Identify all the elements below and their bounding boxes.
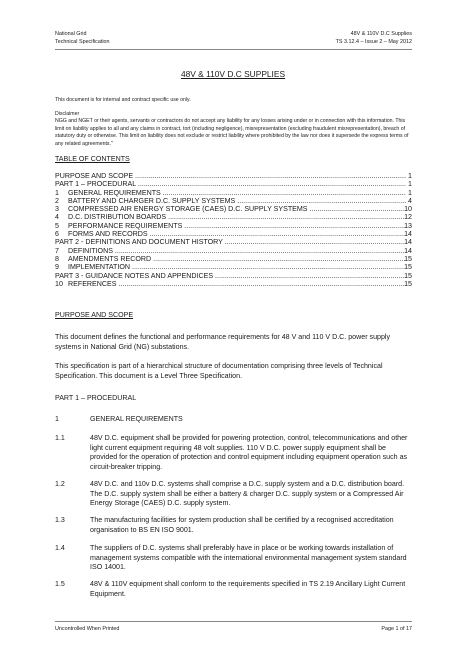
toc-entry-title: FORMS AND RECORDS ..... — [68, 230, 406, 238]
toc-entry-title: PART 3 - GUIDANCE NOTES AND APPENDICES ..... — [55, 272, 406, 280]
toc-entry[interactable] — [55, 180, 412, 188]
toc-entry[interactable] — [55, 172, 412, 180]
toc-entry-page: 10 — [404, 205, 412, 214]
disclaimer-text: NGG and NGET or their agents, servants or contractors do not accept any liability for any losses arising under or in connection with this information. This limit on liability applies to all and any claims in contract, tort (including negligence), misrepresentation (excluding fraudulent misrepresentation), breach of statutory duty or otherwise. This limit on liability does not exclude or restrict liability where prohibited by the law nor does it supersede the express terms of any related agreements." — [55, 118, 409, 147]
toc-entry[interactable] — [55, 213, 412, 221]
toc-entry[interactable] — [55, 280, 412, 288]
header-company: National Grid — [55, 31, 87, 37]
toc-entry-number: 3 — [55, 205, 59, 214]
clause-number: 1.4 — [55, 544, 65, 552]
toc-entry-title: GENERAL REQUIREMENTS ..... — [68, 189, 406, 197]
clause-text: 48V D.C. equipment shall be provided for powering protection, control, telecommunications and other light current equipment requiring 48 volt supplies. 110 V D.C. power supply equipment shall be provided for the operation of protection and control equipment including equipment operation such as circuit-breaker tripping. — [90, 434, 408, 471]
toc-entry-number: 6 — [55, 230, 59, 239]
toc-entry-title: D.C. DISTRIBUTION BOARDS ..... — [68, 213, 406, 221]
toc-entry-page: 13 — [404, 221, 412, 230]
document-title: 48V & 110V D.C SUPPLIES — [180, 69, 286, 79]
toc-heading: TABLE OF CONTENTS — [55, 155, 130, 163]
toc-entry-page: 12 — [404, 213, 412, 222]
part1-heading: PART 1 – PROCEDURAL — [55, 394, 137, 402]
toc-entry[interactable] — [55, 272, 412, 280]
toc-entry-number: 1 — [55, 188, 59, 197]
toc-entry-page: 4 — [408, 196, 412, 205]
clause-text: 48V & 110V equipment shall conform to the requirements specified in TS 2.19 Ancillary Light Current Equipment. — [90, 580, 406, 598]
toc-entry-title: PART 1 – PROCEDURAL ..... — [55, 180, 406, 188]
toc-entry-page: 15 — [404, 279, 412, 288]
toc-entry-title: BATTERY AND CHARGER D.C. SUPPLY SYSTEMS ..... — [68, 197, 406, 205]
section-title: GENERAL REQUIREMENTS — [90, 415, 183, 423]
footer-divider — [55, 621, 412, 622]
toc-entry-page: 1 — [408, 172, 412, 180]
toc-entry-page: 1 — [408, 188, 412, 197]
toc-entry[interactable] — [55, 222, 412, 230]
header-right — [336, 30, 412, 46]
toc-entry[interactable] — [55, 238, 412, 246]
purpose-heading: PURPOSE AND SCOPE — [55, 311, 134, 319]
toc-entry-title: PERFORMANCE REQUIREMENTS ..... — [68, 222, 406, 230]
toc-entry-number: 4 — [55, 213, 59, 222]
clause-number: 1.3 — [55, 516, 65, 524]
toc-entry-number: 2 — [55, 196, 59, 205]
purpose-para-2: This specification is part of a hierarchical structure of documentation comprising three levels of Technical Specification. This document is a Level Three Specification. — [55, 362, 383, 380]
header-doc-type: Technical Specification — [55, 39, 110, 45]
clause-number: 1.2 — [55, 480, 65, 488]
purpose-para-1: This document defines the functional and performance requirements for 48 V and 110 V D.C. power supply systems in National Grid (NG) substations. — [55, 333, 391, 351]
toc-entry[interactable] — [55, 230, 412, 238]
toc-entry-title: DEFINITIONS ..... — [68, 247, 406, 255]
intro-text: This document is for internal and contract specific use only. — [55, 97, 191, 103]
toc-entry-number: 10 — [55, 279, 63, 288]
toc-entry-number: 7 — [55, 246, 59, 255]
clause-number: 1.1 — [55, 434, 65, 442]
toc-entry-title: PURPOSE AND SCOPE ..... — [55, 172, 406, 180]
section-number: 1 — [55, 415, 59, 423]
toc-entry-page: 15 — [404, 271, 412, 280]
toc-entry[interactable] — [55, 255, 412, 263]
toc-entry-page: 14 — [404, 238, 412, 247]
table-of-contents — [55, 172, 412, 288]
toc-entry-title: PART 2 - DEFINITIONS AND DOCUMENT HISTORY ..... — [55, 238, 406, 246]
toc-entry-title: COMPRESSED AIR ENERGY STORAGE (CAES) D.C. SUPPLY SYSTEMS ..... — [68, 205, 406, 213]
disclaimer-heading: Disclaimer — [55, 111, 80, 117]
header-left — [55, 30, 110, 46]
toc-entry-number: 5 — [55, 221, 59, 230]
header-doc-title: 48V & 110V D.C Supplies — [350, 31, 412, 37]
toc-entry-title: AMENDMENTS RECORD ..... — [68, 255, 406, 263]
clause-text: 48V D.C. and 110v D.C. systems shall comprise a D.C. supply system and a D.C. distribution board. The D.C. supply system shall be either a battery & charger D.C. supply system or a Compressed Air Energy Storage (CAES) D.C. supply system. — [90, 480, 405, 508]
clause-text: The manufacturing facilities for system production shall be certified by a recognised accreditation organisation to BS EN ISO 9001. — [90, 516, 394, 534]
toc-entry-page: 15 — [404, 254, 412, 263]
toc-entry-number: 9 — [55, 263, 59, 272]
header-doc-ref: TS 3.12.4 – Issue 2 – May 2012 — [335, 39, 412, 45]
toc-entry-page: 14 — [404, 230, 412, 239]
toc-entry-title: REFERENCES ..... — [68, 280, 406, 288]
toc-entry[interactable] — [55, 263, 412, 271]
toc-entry[interactable] — [55, 247, 412, 255]
toc-entry[interactable] — [55, 189, 412, 197]
toc-entry-number: 8 — [55, 254, 59, 263]
clause-number: 1.5 — [55, 580, 65, 588]
toc-entry[interactable] — [55, 205, 412, 213]
clause-text: The suppliers of D.C. systems shall preferably have in place or be working towards installation of management systems compatible with the international environmental management system standard ISO 14001. — [90, 544, 407, 572]
toc-entry-page: 15 — [404, 263, 412, 272]
page-number: Page 1 of 17 — [381, 626, 412, 632]
toc-entry-page: 1 — [408, 180, 412, 189]
toc-entry[interactable] — [55, 197, 412, 205]
toc-entry-page: 14 — [404, 246, 412, 255]
toc-entry-title: IMPLEMENTATION ..... — [68, 263, 406, 271]
header-divider — [55, 49, 412, 50]
footer-notice: Uncontrolled When Printed — [55, 626, 120, 632]
